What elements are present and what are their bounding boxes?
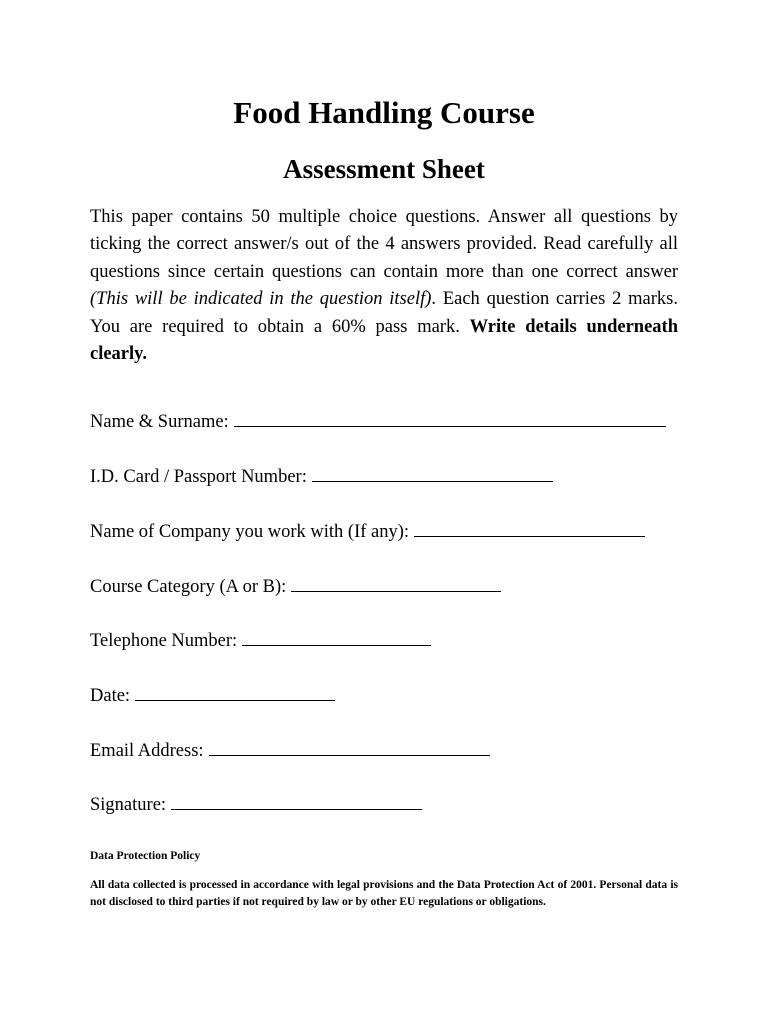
course-category-blank[interactable] (291, 572, 501, 592)
course-category-field (90, 572, 501, 598)
course-category-label: Course Category (A or B): (90, 577, 287, 597)
email-blank[interactable] (209, 736, 490, 756)
name-surname-label: Name & Surname: (90, 412, 229, 432)
instructions-italic-note: (This will be indicated in the question itself) (90, 289, 432, 310)
name-surname-field (90, 407, 666, 433)
signature-label: Signature: (90, 795, 167, 815)
company-blank[interactable] (414, 517, 645, 537)
instructions-paragraph (90, 204, 678, 368)
id-passport-blank[interactable] (312, 462, 553, 482)
name-surname-blank[interactable] (234, 407, 666, 427)
signature-field (90, 790, 422, 816)
date-field (90, 681, 335, 707)
telephone-label: Telephone Number: (90, 631, 238, 651)
telephone-field (90, 626, 431, 652)
id-passport-label: I.D. Card / Passport Number: (90, 467, 307, 487)
document-subtitle: Assessment Sheet (283, 154, 485, 184)
company-field (90, 517, 645, 543)
policy-title: Data Protection Policy (90, 850, 201, 862)
instructions-text: This paper contains 50 multiple choice questions. Answer all questions by ticking the correct answer/s out of the 4 answers provided. Read carefully all questions since certain questions can contain more than one correct answer (90, 207, 678, 282)
document-title: Food Handling Course (233, 95, 535, 130)
instructions-text-continued: . Each question carries 2 marks. You are required to obtain a 60% pass mark. (90, 289, 678, 337)
date-blank[interactable] (135, 681, 335, 701)
telephone-blank[interactable] (242, 626, 431, 646)
date-label: Date: (90, 686, 131, 706)
policy-text: All data collected is processed in accordance with legal provisions and the Data Protection Act of 2001. Personal data is not disclosed to third parties if not required by law or by other EU regulations or obligations. (90, 879, 678, 908)
instructions-bold-note: Write details underneath clearly. (90, 316, 678, 365)
id-passport-field (90, 462, 553, 488)
signature-blank[interactable] (171, 790, 422, 810)
company-label: Name of Company you work with (If any): (90, 522, 410, 542)
email-field (90, 736, 490, 762)
email-label: Email Address: (90, 741, 204, 761)
